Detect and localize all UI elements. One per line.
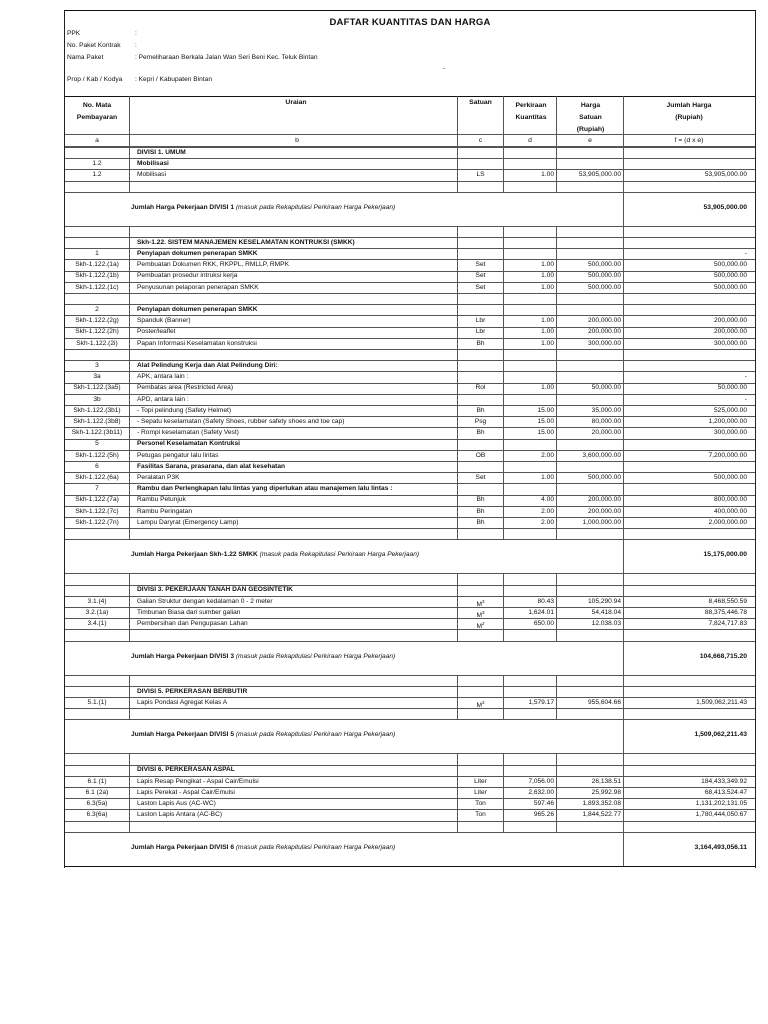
header-kuantitas: Perkiraan Kuantitas [515,102,547,121]
item-total: 300,000.00 [713,339,747,347]
row-divider [65,192,755,193]
meta-label: PPK [67,30,81,37]
subtotal-note: (masuk pada Rekapitulasi Perkiraan Harga Pekerjaan) [235,843,396,851]
item-quantity: 1.00 [541,474,554,481]
item-description: Pembersihan dan Pengupasan Lahan [137,620,248,627]
item-quantity: 4.00 [541,496,554,504]
item-unit-price: 20,000.00 [591,429,621,437]
item-unit: Ton [475,811,486,819]
column-line [623,675,624,720]
unit-base: M [476,701,482,709]
item-unit: Set [475,283,486,291]
item-description: Petugas pengatur lalu lintas [137,451,219,459]
item-unit: Set [475,272,486,280]
row-divider [65,226,755,227]
column-line [556,96,557,147]
item-description: Penyiapan dokumen penerapan SMKK [137,250,258,257]
subtotal-title: Jumlah Harga Pekerjaan DIVISI 3 [131,652,234,660]
item-number: Skh-1.122.(1b) [75,272,119,280]
column-letter: d [528,137,532,144]
item-description: - Sepatu keselamatan (Safety Shoes, rubber safety shoes and toe cap) [137,418,345,425]
item-description: Laston Lapis Aus (AC-WC) [137,800,216,807]
item-total: 7,200,000.00 [708,451,747,459]
column-letter: e [588,137,592,144]
item-description: Mobilisasi [137,160,169,167]
bottom-border [65,866,755,867]
item-unit-price: 500,000.00 [587,474,621,481]
item-number: Skh-1.122.(5h) [75,451,119,459]
column-line [623,641,624,675]
item-total: 184,433,349.92 [701,777,747,785]
column-line [556,753,557,831]
item-unit-price: 1,000,000.00 [582,518,621,526]
subtotal-note: (masuk pada Rekapitulasi Perkiraan Harga Pekerjaan) [235,731,396,739]
column-line [503,147,504,192]
item-total: 1,780,444,050.67 [695,811,747,819]
item-description: - Topi pelindung (Safety Helmet) [137,406,232,414]
column-line [457,147,458,192]
item-unit: Bh [476,507,485,515]
item-unit: Set [475,474,486,481]
item-unit-price: 50,000.00 [591,384,621,392]
item-quantity: 1.00 [541,272,554,280]
item-unit: Ton [475,800,486,807]
item-description: Laston Lapis Antara (AC-BC) [137,811,223,819]
column-line [623,573,624,640]
meta-value: : [135,30,137,37]
item-description: DIVISI 5. PERKERASAN BERBUTIR [137,687,248,695]
item-unit-price: 26,138.51 [591,777,621,785]
item-unit: Bh [476,518,485,526]
item-description: Poster/leaflet [137,328,176,336]
item-number: 3b [93,395,101,403]
row-divider [65,528,755,529]
boq-sheet [64,10,756,868]
column-line [457,96,458,147]
item-description: Rambu dan Perlengkapan lalu lintas yang diperlukan atau manajemen lalu lintas : [137,485,393,493]
item-description: Lapis Pondasi Agregat Kelas A [137,698,228,706]
column-letter: c [478,137,483,144]
item-quantity: 1.00 [541,339,554,347]
item-description: - Rompi keselamatan (Safety Vest) [137,429,239,437]
item-quantity: 1.00 [541,328,554,336]
meta-value: : Kepri / Kabupaten Bintan [135,76,212,83]
item-total: 525,000.00 [713,406,747,414]
item-description: Mobilisasi [137,171,166,179]
subtotal-value: 15,175,000.00 [703,551,747,559]
column-line [457,675,458,720]
item-unit: Lbr [475,317,486,325]
item-number: Skh-1.122.(3b8) [73,418,121,425]
row-divider [65,293,755,294]
subtotal-title: Jumlah Harga Pekerjaan Skh-1.22 SMKK [131,551,258,559]
row-divider [65,641,755,642]
column-line [623,832,624,866]
item-number: 2 [95,306,99,313]
column-line [129,96,130,147]
item-quantity: 7,056.00 [528,777,554,785]
item-total: 7,824,717.83 [708,620,747,627]
item-number: Skh-1.122.(7c) [75,507,119,515]
item-unit: Psg [474,418,487,425]
row-divider [65,181,755,182]
item-unit-price: 105,290.94 [587,597,621,605]
item-number: 3.1.(4) [87,597,107,605]
item-description: Skh-1.22. SISTEM MANAJEMEN KESELAMATAN KONTRUKSI (SMKK) [137,238,355,246]
item-description: Penyiapan dokumen penerapan SMKK [137,306,258,313]
item-description: Timbunan Biasa dari sumber galian [137,608,241,616]
column-line [129,226,130,540]
meta-label: Prop / Kab / Kodya [67,76,123,83]
column-line [623,96,624,147]
subtotal-label [131,551,419,558]
item-unit-price: 53,905,000.00 [578,171,621,179]
column-line [457,226,458,540]
item-quantity: 965.26 [533,811,554,819]
item-unit-price: 955,604.66 [587,698,621,706]
item-total: 500,000.00 [713,272,747,280]
item-unit-price: 1,893,352.08 [582,800,621,807]
item-unit: Liter [474,788,487,796]
item-quantity: 2.00 [541,507,554,515]
meta-label: Nama Paket [67,54,104,61]
item-unit-price: 300,000.00 [587,339,621,347]
column-line [503,675,504,720]
item-unit-price: 200,000.00 [587,507,621,515]
row-divider [65,539,755,540]
item-unit: Bh [476,339,485,347]
item-number: Skh-1.122.(6a) [75,474,119,481]
item-total: 300,000.00 [713,429,747,437]
subtotal-title: Jumlah Harga Pekerjaan DIVISI 1 [131,203,234,211]
item-total: 500,000.00 [713,283,747,291]
subtotal-value: 3,164,493,056.11 [694,843,747,851]
subtotal-label [131,204,395,211]
item-unit-price: 500,000.00 [587,272,621,280]
item-quantity: 597.46 [533,800,554,807]
item-total: 500,000.00 [713,261,747,269]
column-line [623,147,624,192]
item-number: 5.1.(1) [87,698,107,706]
item-unit-price: 25,992.98 [591,788,621,796]
item-number: Skh-1.122.(3a5) [73,384,121,392]
item-total: 200,000.00 [713,317,747,325]
meta-value: - [443,65,446,72]
item-unit: Liter [474,777,487,785]
item-description: Papan Informasi Keselamatan konstruksi [137,339,257,347]
row-divider [65,753,755,754]
item-unit-price: 3,600,000.00 [582,451,621,459]
item-description: Peralatan P3K [137,474,180,481]
row-divider [65,349,755,350]
item-description: DIVISI 3. PEKERJAAN TANAH DAN GEOSINTETIK [137,586,293,594]
column-line [503,226,504,540]
item-total: - [744,395,747,403]
item-number: 3.2.(1a) [85,608,109,616]
item-total: 200,000.00 [713,328,747,336]
column-letter: b [295,137,299,144]
header-harga: Harga Satuan (Rupiah) [576,102,605,133]
item-description: Pembuatan Dokumen RKK, RKPPL, RMLLP, RMPK [137,261,289,269]
item-number: Skh-1.122.(2h) [75,328,119,336]
row-divider [65,821,755,822]
item-description: Pembatas area (Restricted Area) [137,384,234,392]
item-description: Fasilitas Sarana, prasarana, dan alat kesehatan [137,462,286,470]
item-unit-price: 1,844,522.77 [582,811,621,819]
item-total: 1,509,062,211.43 [696,698,747,706]
item-quantity: 80.43 [537,597,554,605]
unit-base: M [476,611,482,619]
column-line [129,675,130,720]
column-line [556,573,557,640]
item-number: Skh-1.122.(7n) [75,518,119,526]
column-line [556,226,557,540]
item-quantity: 15.00 [537,406,554,414]
item-number: 3 [95,362,99,369]
item-unit-price: 35,000.00 [591,406,621,414]
item-number: Skh-1.122.(1a) [75,261,119,269]
item-description: Rambu Peringatan [137,507,192,515]
column-line [503,753,504,831]
item-total: - [744,250,747,257]
subtotal-note: (masuk pada Rekapitulasi Perkiraan Harga Pekerjaan) [235,652,396,660]
item-number: Skh-1.122.(7a) [75,496,119,504]
column-line [129,573,130,640]
item-number: 6.3(6a) [86,811,108,819]
item-description: Personel Keselamatan Kontruksi [137,440,240,448]
item-number: Skh-1.122.(2g) [75,317,119,325]
item-unit: LS [476,171,485,179]
item-number: 1.2 [92,160,102,167]
item-unit-price: 54,418.04 [591,608,621,616]
unit-base: M [476,600,482,608]
column-line [623,192,624,226]
item-number: Skh-1.122.(3b1) [73,406,121,414]
item-total: 8,468,550.59 [708,597,747,605]
subtotal-note: (masuk pada Rekapitulasi Perkiraan Harga Pekerjaan) [259,551,420,559]
item-unit: Bh [476,429,485,437]
item-description: Pembuatan prosedur intruksi kerja [137,272,238,280]
subtotal-value: 1,509,062,211.43 [694,731,747,739]
subtotal-label [131,653,395,660]
row-divider [65,675,755,676]
item-number: 6 [95,462,99,470]
item-unit: Bh [476,496,485,504]
item-quantity: 2.00 [541,451,554,459]
item-unit-price: 500,000.00 [587,283,621,291]
row-divider [65,832,755,833]
item-total: 50,000.00 [717,384,747,392]
item-number: Skh-1.122.(2i) [76,339,118,347]
item-number: 1.2 [92,171,102,179]
unit-exponent: 2 [481,621,485,626]
item-unit: Set [475,261,486,269]
item-description: APK, antara lain : [137,373,189,381]
item-total: - [744,373,747,381]
column-line [623,539,624,573]
meta-value: : Pemeliharaan Berkala Jalan Wan Seri Beni Kec. Teluk Bintan [135,54,318,61]
item-unit-price: 200,000.00 [587,317,621,325]
item-quantity: 2.00 [541,518,554,526]
item-description: Lampu Daryrat (Emergency Lamp) [137,518,239,526]
subtotal-note: (masuk pada Rekapitulasi Perkiraan Harga Pekerjaan) [235,203,396,211]
item-description: Galian Struktur dengan kedalaman 0 - 2 meter [137,597,273,605]
item-number: 5 [95,440,99,448]
item-quantity: 1,624.01 [528,608,554,616]
meta-label: No. Paket Kontrak [67,42,121,49]
item-unit: Lbr [475,328,486,336]
column-line [623,226,624,540]
header-no: No. Mata Pembayaran [76,102,118,121]
column-letter: f = (d x e) [674,137,704,144]
header-uraian: Uraian [285,99,307,106]
meta-value: : [135,42,137,49]
subtotal-label [131,844,395,851]
item-number: 6.1 (2a) [85,788,109,796]
row-divider [65,719,755,720]
item-quantity: 1.00 [541,283,554,291]
item-description: DIVISI 1. UMUM [137,148,186,156]
subtotal-title: Jumlah Harga Pekerjaan DIVISI 6 [131,843,234,851]
subtotal-value: 53,905,000.00 [703,203,747,211]
item-unit-price: 80,000.00 [591,418,621,425]
item-unit-price: 12,038.03 [591,620,621,627]
column-letter: a [95,137,99,144]
item-number: Skh-1.122.(1c) [75,283,119,291]
column-line [503,96,504,147]
item-quantity: 2,632.00 [528,788,554,796]
item-description: Lapis Perekat - Aspal Cair/Emulsi [137,788,235,796]
item-total: 68,413,524.47 [704,788,747,796]
item-total: 500,000.00 [713,474,747,481]
item-number: 1 [95,250,99,257]
column-line [129,753,130,831]
item-description: Spanduk (Banner) [137,317,191,325]
item-description: APD, antara lain : [137,395,189,403]
item-quantity: 1,579.17 [528,698,554,706]
row-divider [65,708,755,709]
subtotal-title: Jumlah Harga Pekerjaan DIVISI 5 [131,731,234,739]
item-unit: Rol [475,384,486,392]
header-satuan: Satuan [469,99,492,106]
row-divider [65,573,755,574]
document-title: DAFTAR KUANTITAS DAN HARGA [329,17,491,28]
item-description: Alat Pelindung Kerja dan Alat Pelindung Diri: [137,362,278,369]
item-number: 6.1 (1) [87,777,107,785]
item-unit: OB [475,451,486,459]
item-unit: Bh [476,406,485,414]
unit-exponent: 3 [481,609,485,615]
item-number: 6.3(5a) [86,800,108,807]
item-description: Lapis Resap Pengikat - Aspal Cair/Emulsi [137,777,259,785]
unit-base: M [476,623,482,631]
unit-exponent: 3 [481,598,485,604]
item-number: 3.4.(1) [87,620,107,627]
column-line [556,147,557,192]
item-total: 2,000,000.00 [708,518,747,526]
item-number: 7 [95,485,99,493]
item-quantity: 650.00 [533,620,554,627]
column-line [503,573,504,640]
item-description: Rambu Petunjuk [137,496,186,504]
row-divider [65,629,755,630]
item-number: Skh-1.122.(3b11) [71,429,123,437]
item-unit-price: 200,000.00 [587,496,621,504]
item-total: 53,905,000.00 [704,171,747,179]
item-unit-price: 200,000.00 [587,328,621,336]
item-total: 88,375,446.78 [704,608,747,616]
item-quantity: 15.00 [537,418,554,425]
item-quantity: 1.00 [541,261,554,269]
item-number: 3a [93,373,101,381]
column-line [457,573,458,640]
column-line [556,675,557,720]
item-unit-price: 500,000.00 [587,261,621,269]
unit-exponent: 3 [481,699,485,705]
item-total: 1,131,202,131.05 [695,800,747,807]
item-description: DIVISI 6. PERKERASAN ASPAL [137,766,235,774]
item-description: Penyusunan pelaporan penerapan SMKK [137,283,259,291]
column-line [623,719,624,753]
column-line [129,147,130,192]
subtotal-label [131,731,395,738]
item-quantity: 1.00 [541,171,554,179]
item-quantity: 1.00 [541,384,554,392]
column-line [457,753,458,831]
item-quantity: 15.00 [537,429,554,437]
item-total: 1,200,000.00 [708,418,747,425]
subtotal-value: 104,668,715.20 [699,652,747,660]
header-jumlah: Jumlah Harga (Rupiah) [666,102,712,121]
column-line [623,753,624,831]
item-quantity: 1.00 [541,317,554,325]
item-total: 800,000.00 [713,496,747,504]
item-total: 400,000.00 [713,507,747,515]
top-border [65,10,755,11]
